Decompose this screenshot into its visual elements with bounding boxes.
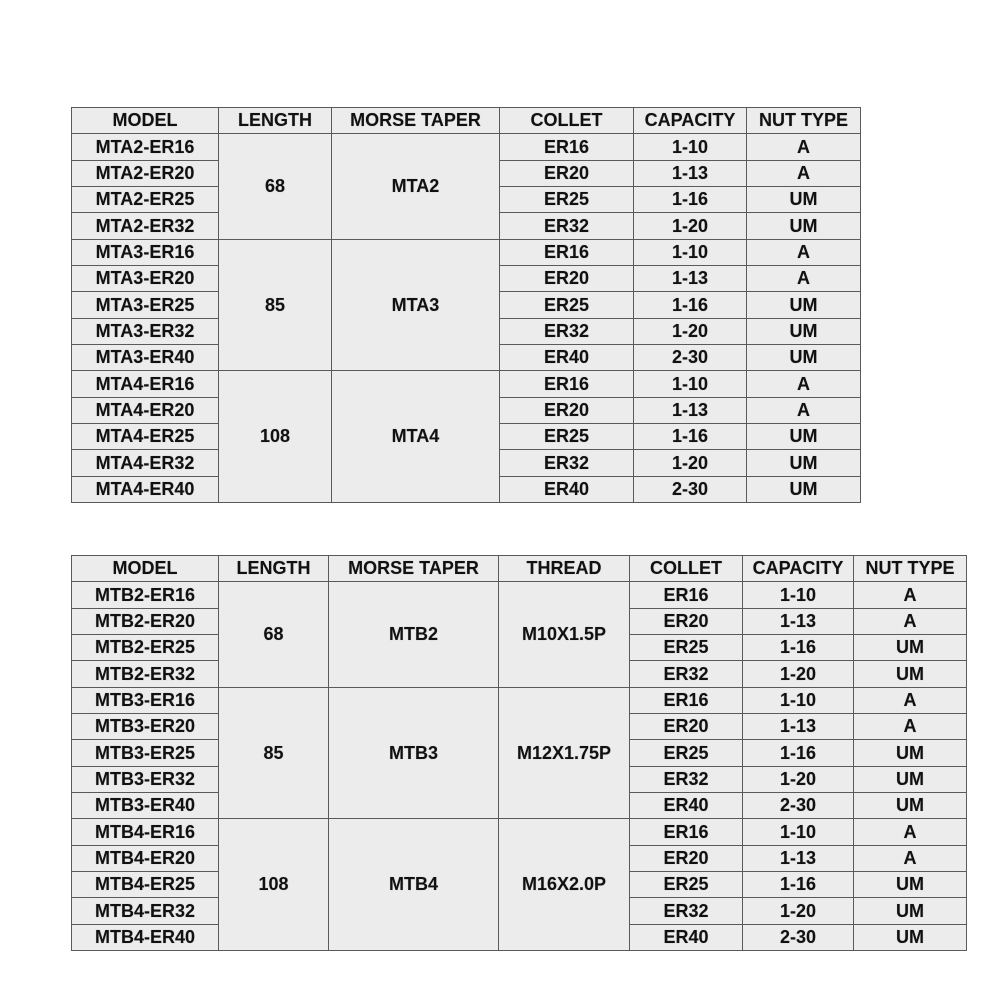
thread-cell: M10X1.5P <box>499 582 630 687</box>
table-header <box>72 108 861 134</box>
collet-cell: ER16 <box>500 239 634 265</box>
length-cell: 85 <box>219 687 329 819</box>
length-cell: 85 <box>219 239 332 371</box>
morse-taper-cell: MTA3 <box>332 239 500 371</box>
column-header: MORSE TAPER <box>332 108 500 134</box>
model-cell: MTB4-ER25 <box>72 872 219 898</box>
nut-type-cell: UM <box>747 424 861 450</box>
capacity-cell: 1-10 <box>743 687 854 713</box>
model-cell: MTB3-ER25 <box>72 740 219 766</box>
collet-cell: ER32 <box>630 766 743 792</box>
nut-type-cell: A <box>854 687 967 713</box>
collet-cell: ER16 <box>500 134 634 160</box>
column-header: CAPACITY <box>634 108 747 134</box>
table-row <box>72 371 861 397</box>
column-header: COLLET <box>630 556 743 582</box>
length-cell: 108 <box>219 371 332 503</box>
table-row <box>72 582 967 608</box>
table-row <box>72 819 967 845</box>
collet-cell: ER32 <box>500 213 634 239</box>
collet-cell: ER40 <box>630 924 743 950</box>
mtb-spec-table <box>71 555 967 951</box>
collet-cell: ER25 <box>630 872 743 898</box>
nut-type-cell: UM <box>854 740 967 766</box>
nut-type-cell: A <box>854 845 967 871</box>
capacity-cell: 1-10 <box>743 819 854 845</box>
collet-cell: ER20 <box>630 845 743 871</box>
nut-type-cell: A <box>747 371 861 397</box>
collet-cell: ER16 <box>630 582 743 608</box>
model-cell: MTB2-ER25 <box>72 635 219 661</box>
model-cell: MTB2-ER20 <box>72 608 219 634</box>
model-cell: MTA4-ER16 <box>72 371 219 397</box>
capacity-cell: 1-10 <box>634 239 747 265</box>
table-row <box>72 687 967 713</box>
morse-taper-cell: MTA4 <box>332 371 500 503</box>
column-header: LENGTH <box>219 556 329 582</box>
morse-taper-cell: MTB3 <box>329 687 499 819</box>
capacity-cell: 1-16 <box>634 424 747 450</box>
nut-type-cell: UM <box>747 318 861 344</box>
column-header: CAPACITY <box>743 556 854 582</box>
column-header: LENGTH <box>219 108 332 134</box>
nut-type-cell: UM <box>854 793 967 819</box>
nut-type-cell: UM <box>747 292 861 318</box>
model-cell: MTA3-ER40 <box>72 345 219 371</box>
model-cell: MTB3-ER40 <box>72 793 219 819</box>
model-cell: MTA3-ER20 <box>72 266 219 292</box>
capacity-cell: 1-10 <box>634 371 747 397</box>
model-cell: MTB3-ER16 <box>72 687 219 713</box>
model-cell: MTA3-ER25 <box>72 292 219 318</box>
table-header <box>72 556 967 582</box>
nut-type-cell: A <box>747 160 861 186</box>
nut-type-cell: A <box>854 819 967 845</box>
capacity-cell: 1-10 <box>743 582 854 608</box>
column-header: MORSE TAPER <box>329 556 499 582</box>
nut-type-cell: A <box>854 714 967 740</box>
collet-cell: ER16 <box>630 819 743 845</box>
column-header: MODEL <box>72 108 219 134</box>
capacity-cell: 1-13 <box>743 608 854 634</box>
model-cell: MTA3-ER16 <box>72 239 219 265</box>
model-cell: MTA3-ER32 <box>72 318 219 344</box>
table-row <box>72 239 861 265</box>
capacity-cell: 2-30 <box>634 345 747 371</box>
model-cell: MTA4-ER32 <box>72 450 219 476</box>
table-body <box>72 134 861 503</box>
nut-type-cell: UM <box>854 766 967 792</box>
model-cell: MTB4-ER32 <box>72 898 219 924</box>
collet-cell: ER32 <box>630 661 743 687</box>
nut-type-cell: A <box>747 266 861 292</box>
column-header: NUT TYPE <box>854 556 967 582</box>
collet-cell: ER25 <box>630 740 743 766</box>
capacity-cell: 1-13 <box>743 845 854 871</box>
capacity-cell: 1-10 <box>634 134 747 160</box>
model-cell: MTB3-ER20 <box>72 714 219 740</box>
collet-cell: ER20 <box>500 397 634 423</box>
column-header: MODEL <box>72 556 219 582</box>
column-header: THREAD <box>499 556 630 582</box>
morse-taper-cell: MTA2 <box>332 134 500 239</box>
model-cell: MTA2-ER25 <box>72 187 219 213</box>
nut-type-cell: UM <box>854 661 967 687</box>
collet-cell: ER40 <box>500 476 634 502</box>
collet-cell: ER25 <box>500 292 634 318</box>
nut-type-cell: UM <box>854 635 967 661</box>
capacity-cell: 1-16 <box>634 292 747 318</box>
header-row <box>72 556 967 582</box>
morse-taper-cell: MTB4 <box>329 819 499 951</box>
nut-type-cell: UM <box>854 872 967 898</box>
collet-cell: ER25 <box>500 187 634 213</box>
collet-cell: ER16 <box>630 687 743 713</box>
length-cell: 108 <box>219 819 329 951</box>
nut-type-cell: UM <box>854 898 967 924</box>
model-cell: MTA2-ER20 <box>72 160 219 186</box>
collet-cell: ER40 <box>500 345 634 371</box>
collet-cell: ER20 <box>500 266 634 292</box>
collet-cell: ER25 <box>500 424 634 450</box>
capacity-cell: 1-16 <box>743 872 854 898</box>
capacity-cell: 2-30 <box>743 793 854 819</box>
model-cell: MTA2-ER32 <box>72 213 219 239</box>
nut-type-cell: A <box>747 239 861 265</box>
collet-cell: ER32 <box>630 898 743 924</box>
model-cell: MTB2-ER32 <box>72 661 219 687</box>
capacity-cell: 1-16 <box>634 187 747 213</box>
thread-cell: M12X1.75P <box>499 687 630 819</box>
model-cell: MTB4-ER20 <box>72 845 219 871</box>
collet-cell: ER32 <box>500 318 634 344</box>
capacity-cell: 1-16 <box>743 635 854 661</box>
nut-type-cell: UM <box>747 476 861 502</box>
nut-type-cell: UM <box>747 187 861 213</box>
model-cell: MTB4-ER40 <box>72 924 219 950</box>
capacity-cell: 1-13 <box>634 160 747 186</box>
nut-type-cell: UM <box>747 345 861 371</box>
collet-cell: ER20 <box>630 608 743 634</box>
capacity-cell: 1-20 <box>743 661 854 687</box>
morse-taper-cell: MTB2 <box>329 582 499 687</box>
model-cell: MTA4-ER25 <box>72 424 219 450</box>
table-row <box>72 134 861 160</box>
capacity-cell: 1-20 <box>634 450 747 476</box>
collet-cell: ER25 <box>630 635 743 661</box>
column-header: NUT TYPE <box>747 108 861 134</box>
model-cell: MTA4-ER20 <box>72 397 219 423</box>
capacity-cell: 1-13 <box>634 266 747 292</box>
nut-type-cell: A <box>747 397 861 423</box>
model-cell: MTA4-ER40 <box>72 476 219 502</box>
nut-type-cell: A <box>747 134 861 160</box>
column-header: COLLET <box>500 108 634 134</box>
nut-type-cell: A <box>854 608 967 634</box>
thread-cell: M16X2.0P <box>499 819 630 951</box>
header-row <box>72 108 861 134</box>
model-cell: MTB2-ER16 <box>72 582 219 608</box>
collet-cell: ER16 <box>500 371 634 397</box>
model-cell: MTB3-ER32 <box>72 766 219 792</box>
collet-cell: ER20 <box>500 160 634 186</box>
table-body <box>72 582 967 951</box>
collet-cell: ER20 <box>630 714 743 740</box>
nut-type-cell: UM <box>854 924 967 950</box>
nut-type-cell: UM <box>747 213 861 239</box>
collet-cell: ER40 <box>630 793 743 819</box>
capacity-cell: 2-30 <box>743 924 854 950</box>
mta-spec-table <box>71 107 861 503</box>
length-cell: 68 <box>219 134 332 239</box>
nut-type-cell: UM <box>747 450 861 476</box>
capacity-cell: 1-13 <box>634 397 747 423</box>
model-cell: MTB4-ER16 <box>72 819 219 845</box>
capacity-cell: 1-13 <box>743 714 854 740</box>
capacity-cell: 1-16 <box>743 740 854 766</box>
length-cell: 68 <box>219 582 329 687</box>
capacity-cell: 1-20 <box>634 213 747 239</box>
nut-type-cell: A <box>854 582 967 608</box>
capacity-cell: 2-30 <box>634 476 747 502</box>
model-cell: MTA2-ER16 <box>72 134 219 160</box>
capacity-cell: 1-20 <box>743 766 854 792</box>
capacity-cell: 1-20 <box>743 898 854 924</box>
collet-cell: ER32 <box>500 450 634 476</box>
capacity-cell: 1-20 <box>634 318 747 344</box>
